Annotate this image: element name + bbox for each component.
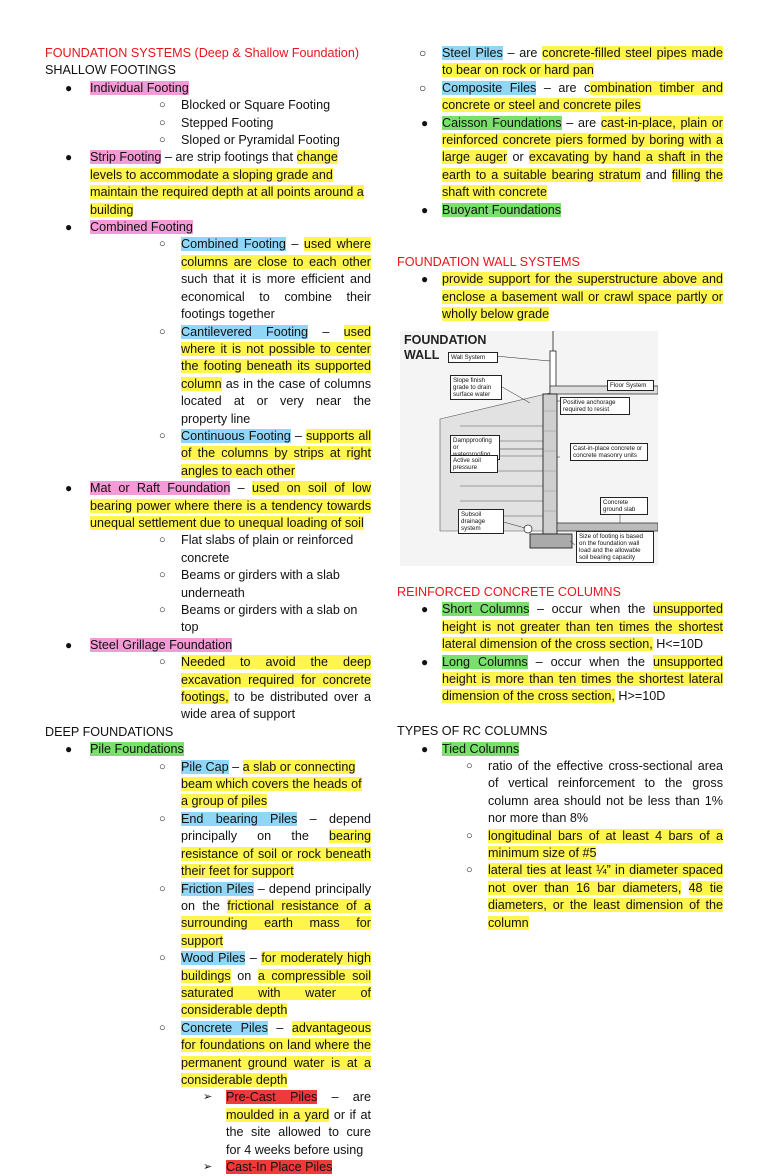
circle-bullet-icon: ○ [159, 134, 166, 147]
callout-wall-system: Wall System [448, 352, 498, 363]
list-item: ○ Sloped or Pyramidal Footing [90, 132, 371, 149]
list-item: ○ Flat slabs of plain or reinforced concrete [159, 533, 354, 565]
diagram-title: FOUNDATION WALL [404, 333, 487, 363]
list-item-steel-piles: ○ Steel Piles – are concrete-filled steel pipes made to bear on rock or hard pan [419, 46, 723, 78]
types-list [397, 741, 723, 932]
list-item-tied-columns: ● Tied Columns ○ ratio of the effective cross-sectional area of vertical reinforcement to the gross column area should not be less than 1% nor more than 8% ○ longitudinal bars of at least 4 bars of a minimum size of #5 ○ lateral ties at least ¼” in diameter spaced not over than 16 bar diameters, 48 tie diameters, or the least dimension of the column [397, 741, 723, 932]
list-item: ○ ratio of the effective cross-sectional area of vertical reinforcement to the gross column area should not be less than 1% nor more than 8% [466, 758, 723, 826]
term-individual-footing: Individual Footing [90, 80, 189, 95]
list-item-mat-foundation: ● Mat or Raft Foundation – used on soil of low bearing power where there is a tendency towards unequal settlement due to unequal loading of soil ○ Flat slabs of plain or reinforced concrete ○ Beams or girders with a slab underneath ○ Beams or girders with a slab on top [45, 480, 371, 637]
circle-bullet-icon: ○ [159, 116, 166, 129]
callout-dampproofing: Dampproofing or [450, 435, 500, 460]
list-item-continuous-footing: ○ Continuous Footing – supports all of the columns by strips at right angles to each other [159, 428, 371, 478]
bullet-icon: ● [65, 150, 73, 165]
circle-bullet-icon: ○ [159, 760, 166, 773]
bullet-icon: ● [421, 602, 429, 617]
bullet-icon: ● [421, 115, 429, 130]
list-item-precast-piles: ➢ Pre-Cast Piles – are moulded in a yard or if at the site allowed to cure for 4 weeks before using [203, 1090, 371, 1157]
bullet-icon: ● [65, 481, 73, 496]
rc-column-list [397, 601, 723, 705]
list-item-steel-grillage [45, 637, 371, 724]
circle-bullet-icon: ○ [466, 864, 473, 877]
callout-footing-size: Size of footing is based on the foundation wall load and the allowable soil bearing capacity [576, 531, 654, 563]
callout-active-soil: Active soil pressure [450, 455, 498, 473]
circle-bullet-icon: ○ [159, 325, 166, 338]
bullet-icon: ● [421, 654, 429, 669]
term-steel-grillage: Steel Grillage Foundation [90, 637, 233, 652]
list-item: ○ Beams or girders with a slab on top [159, 603, 358, 635]
foundation-wall-diagram [400, 331, 658, 566]
list-item: ○ lateral ties at least ¼” in diameter spaced not over than 16 bar diameters, 48 tie diameters, or the least dimension of the column [466, 863, 724, 930]
list-item-combined-footing [45, 219, 371, 480]
list-item-end-bearing-piles: ○ End bearing Piles – depend principally on the bearing resistance of soil or rock beneath their feet for support [159, 811, 371, 879]
bullet-icon: ● [65, 637, 73, 652]
term-mat-foundation: Mat or Raft Foundation [90, 481, 231, 496]
section-title-shallow-footings: SHALLOW FOOTINGS [45, 63, 176, 78]
circle-bullet-icon: ○ [159, 534, 166, 547]
list-item: ○ Needed to avoid the deep excavation required for concrete footings, to be distributed over a wide area of support [159, 655, 371, 722]
wall-list [397, 271, 723, 323]
callout-ground-slab: Concrete ground slab [600, 497, 648, 515]
circle-bullet-icon: ○ [159, 812, 166, 825]
list-item-pile-foundations [45, 741, 371, 1176]
list-item: ○ Blocked or Square Footing [90, 97, 371, 114]
circle-bullet-icon: ○ [466, 759, 473, 772]
circle-bullet-icon: ○ [159, 569, 166, 582]
bullet-icon: ● [421, 272, 429, 287]
pile-continued-list [397, 45, 723, 115]
section-heading-rc-columns: REINFORCED CONCRETE COLUMNS [397, 584, 621, 599]
bullet-icon: ● [65, 220, 73, 235]
bullet-icon: ● [65, 742, 73, 757]
list-item: ○ longitudinal bars of at least 4 bars of a minimum size of #5 [466, 828, 723, 860]
circle-bullet-icon: ○ [159, 656, 166, 669]
circle-bullet-icon: ○ [159, 238, 166, 251]
list-item-cantilevered-footing: ○ Cantilevered Footing – used where it is not possible to center the footing beneath its supported column as in the case of columns located at or very near the property line [159, 324, 371, 426]
callout-positive-anchorage: Positive anchorage required to resist [560, 397, 630, 415]
list-item-buoyant: ● Buoyant Foundations [397, 202, 723, 219]
list-item-wall-support: ● provide support for the superstructure above and enclose a basement wall or crawl space partly or wholly below grade [421, 272, 723, 322]
bullet-icon: ● [421, 202, 429, 217]
list-item-wood-piles: ○ Wood Piles – for moderately high buildings on a compressible soil saturated with water of considerable depth [159, 951, 371, 1018]
deep-list [45, 741, 371, 1176]
callout-subsoil-drainage: Subsoil drainage system [458, 509, 504, 534]
list-item-individual-footing [45, 80, 371, 150]
bullet-icon: ● [65, 80, 73, 95]
list-item-castin-piles: ➢ Cast-In Place Piles [181, 1159, 371, 1176]
callout-slope-grade: Slope finish grade to drain surface water [450, 375, 502, 400]
shallow-list [45, 80, 371, 724]
circle-bullet-icon: ○ [159, 952, 166, 965]
deep-foundation-more-list [397, 115, 723, 219]
circle-bullet-icon: ○ [159, 882, 166, 895]
list-item-pile-cap: ○ Pile Cap – a slab or connecting beam which covers the heads of a group of piles [159, 759, 362, 809]
section-heading-foundation-systems: FOUNDATION SYSTEMS (Deep & Shallow Foundation) [45, 46, 360, 60]
circle-bullet-icon: ○ [419, 46, 427, 60]
term-pile-foundations: Pile Foundations [90, 742, 184, 757]
list-item-combined-footing-def: ○ Combined Footing – used where columns are close to each other such that it is more efficient and economical to combine their footings together [159, 237, 371, 322]
arrow-bullet-icon: ➢ [203, 1091, 213, 1104]
term-strip-footing: Strip Footing [90, 150, 162, 165]
left-column [45, 45, 371, 1176]
term-combined-footing: Combined Footing [90, 220, 193, 235]
list-item-long-columns: ● Long Columns – occur when the unsupported height is more than ten times the shortest lateral dimension of the cross section, H>=10D [421, 654, 723, 704]
list-item-concrete-piles: ○ Concrete Piles – advantageous for foundations on land where the permanent ground water is at a considerable depth ➢ Pre-Cast Piles – are moulded in a yard or if at the site allowed to cure for 4 weeks before using ➢ Cast-In Place Piles [90, 1020, 371, 1176]
circle-bullet-icon: ○ [159, 429, 166, 442]
list-item: ○ Beams or girders with a slab underneath [159, 568, 340, 600]
arrow-bullet-icon: ➢ [203, 1161, 213, 1173]
callout-cast-in-place: Cast-in-place concrete or concrete masonry units [570, 443, 648, 461]
circle-bullet-icon: ○ [159, 1021, 166, 1034]
right-column [397, 45, 723, 932]
callout-floor-system: Floor System [607, 380, 654, 391]
list-item-strip-footing: ● Strip Footing – are strip footings that change levels to accommodate a sloping grade and maintain the required depth at all points around a building [65, 150, 364, 217]
list-item-friction-piles: ○ Friction Piles – depend principally on the frictional resistance of a surrounding earth mass for support [159, 881, 372, 948]
circle-bullet-icon: ○ [419, 80, 427, 95]
section-title-types-rc-columns: TYPES OF RC COLUMNS [397, 724, 548, 739]
bullet-icon: ● [421, 741, 429, 756]
circle-bullet-icon: ○ [159, 604, 166, 616]
circle-bullet-icon: ○ [159, 99, 166, 112]
list-item-composite-files: ○ Composite Files – are combination timber and concrete or steel and concrete piles [419, 80, 723, 113]
section-title-deep-foundations: DEEP FOUNDATIONS [45, 724, 174, 739]
section-heading-foundation-wall: FOUNDATION WALL SYSTEMS [397, 254, 580, 269]
circle-bullet-icon: ○ [466, 829, 473, 842]
list-item: ○ Stepped Footing [90, 115, 371, 132]
list-item-short-columns: ● Short Columns – occur when the unsupported height is not greater than ten times the shortest lateral dimension of the cross section, H<=10D [421, 602, 723, 652]
list-item-caisson: ● Caisson Foundations – are cast-in-place, plain or reinforced concrete piers formed by boring with a large auger or excavating by hand a shaft in the earth to a suitable bearing stratum and filling the shaft with concrete [421, 115, 723, 200]
